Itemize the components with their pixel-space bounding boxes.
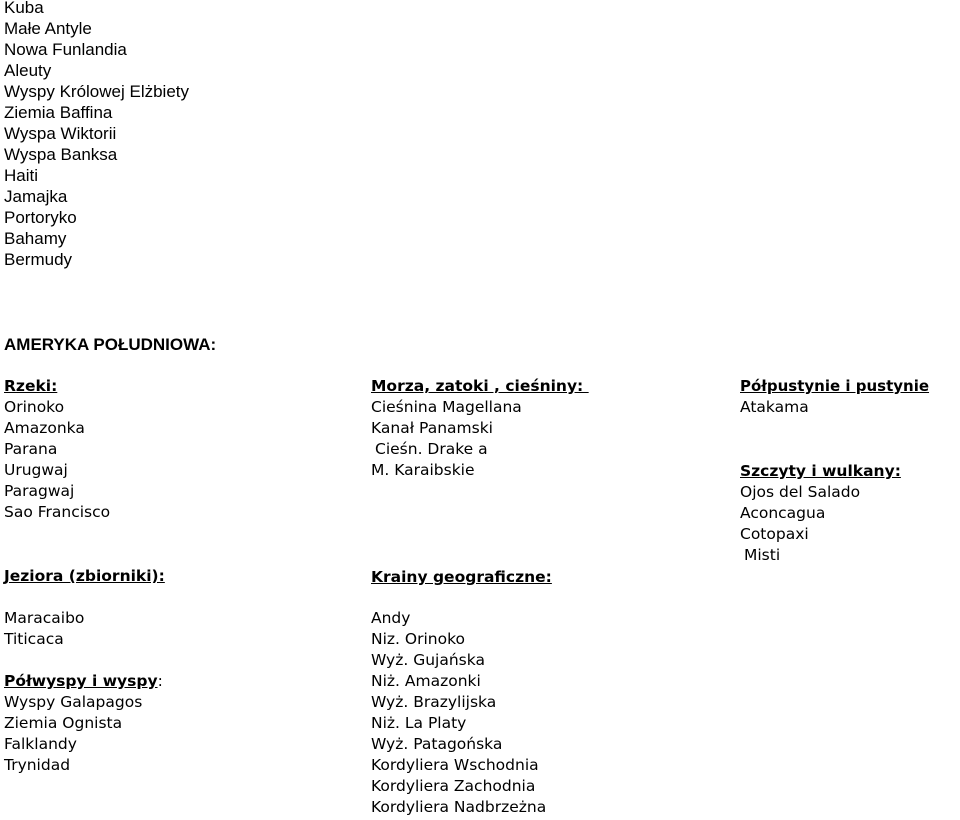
list-item: Wyspa Wiktorii: [4, 124, 117, 143]
seas-heading: Morza, zatoki , cieśniny:: [371, 377, 589, 395]
list-item: Kordyliera Zachodnia: [371, 777, 536, 795]
list-item: Kordyliera Wschodnia: [371, 756, 539, 774]
section-title: AMERYKA POŁUDNIOWA:: [4, 335, 217, 354]
lakes-list: [4, 608, 84, 650]
regions-list: [371, 608, 546, 818]
seas-list: [371, 397, 522, 481]
peninsulas-heading-colon: :: [157, 672, 163, 690]
lakes-heading: Jeziora (zbiorniki):: [4, 567, 165, 585]
rivers-list: [4, 397, 110, 523]
list-item: Ziemia Ognista: [4, 714, 123, 732]
list-item: Atakama: [740, 398, 809, 416]
list-item: Andy: [371, 609, 411, 627]
list-item: Ojos del Salado: [740, 483, 861, 501]
list-item: Portoryko: [4, 208, 77, 227]
list-item: Niż. Amazonki: [371, 672, 481, 690]
list-item: Kanał Panamski: [371, 419, 493, 437]
top-islands-list: [4, 0, 189, 270]
list-item: Trynidad: [4, 756, 71, 774]
list-item: Ziemia Baffina: [4, 103, 113, 122]
list-item: Misti: [744, 546, 781, 564]
list-item: Cieśn. Drake a: [375, 440, 488, 458]
list-item: Bermudy: [4, 250, 73, 269]
list-item: Aleuty: [4, 61, 52, 80]
list-item: Niż. La Platy: [371, 714, 467, 732]
peninsulas-heading-line: [4, 671, 163, 692]
peninsulas-heading: Półwyspy i wyspy: [4, 672, 158, 690]
list-item: Paragwaj: [4, 482, 75, 500]
list-item: Amazonka: [4, 419, 85, 437]
list-item: Kordyliera Nadbrzeżna: [371, 798, 547, 816]
list-item: Haiti: [4, 166, 39, 185]
list-item: Wyspa Banksa: [4, 145, 118, 164]
list-item: Sao Francisco: [4, 503, 111, 521]
list-item: Cotopaxi: [740, 525, 809, 543]
list-item: Wyż. Patagońska: [371, 735, 503, 753]
list-item: Urugwaj: [4, 461, 68, 479]
list-item: Wyż. Brazylijska: [371, 693, 497, 711]
list-item: Falklandy: [4, 735, 77, 753]
list-item: Jamajka: [4, 187, 68, 206]
deserts-heading: Półpustynie i pustynie: [740, 377, 930, 395]
peninsulas-list: [4, 692, 142, 776]
list-item: Kuba: [4, 0, 44, 17]
deserts-list: [740, 397, 809, 418]
list-item: Parana: [4, 440, 58, 458]
list-item: Titicaca: [4, 630, 64, 648]
list-item: Bahamy: [4, 229, 67, 248]
list-item: Nowa Funlandia: [4, 40, 127, 59]
list-item: Wyż. Gujańska: [371, 651, 485, 669]
list-item: Wyspy Królowej Elżbiety: [4, 82, 190, 101]
list-item: Wyspy Galapagos: [4, 693, 143, 711]
list-item: M. Karaibskie: [371, 461, 475, 479]
regions-heading: Krainy geograficzne:: [371, 568, 552, 586]
list-item: Małe Antyle: [4, 19, 92, 38]
list-item: Niz. Orinoko: [371, 630, 465, 648]
list-item: Maracaibo: [4, 609, 85, 627]
list-item: Aconcagua: [740, 504, 826, 522]
list-item: Orinoko: [4, 398, 65, 416]
rivers-heading: Rzeki:: [4, 377, 58, 395]
list-item: Cieśnina Magellana: [371, 398, 522, 416]
peaks-heading: Szczyty i wulkany:: [740, 462, 901, 480]
peaks-list: [740, 482, 860, 566]
